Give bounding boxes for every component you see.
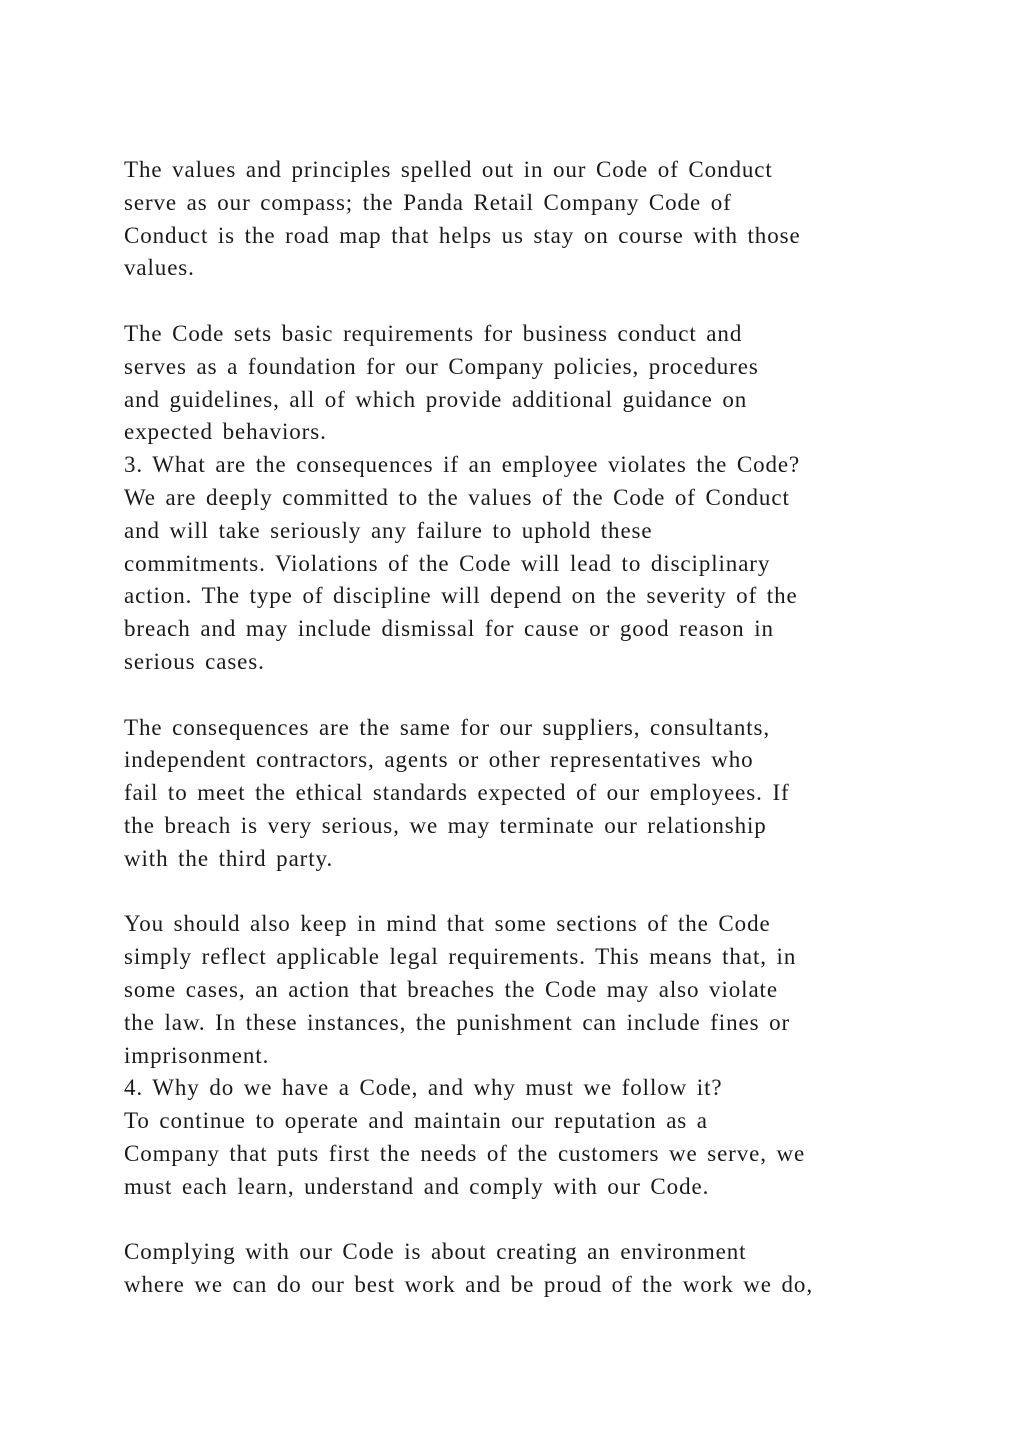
text-line: values.: [124, 255, 195, 281]
text-line: must each learn, understand and comply with our Code.: [124, 1173, 710, 1199]
text-line: 4. Why do we have a Code, and why must we follow it?: [124, 1075, 723, 1101]
text-line: serve as our compass; the Panda Retail Company Code of: [124, 189, 732, 215]
text-line: action. The type of discipline will depend on the severity of the: [124, 583, 798, 609]
question-heading: [124, 1072, 914, 1105]
text-line: with the third party.: [124, 845, 334, 871]
paragraph: [124, 1236, 914, 1302]
text-line: The consequences are the same for our suppliers, consultants,: [124, 714, 771, 740]
text-line: some cases, an action that breaches the Code may also violate: [124, 976, 778, 1002]
text-line: Company that puts first the needs of the customers we serve, we: [124, 1140, 806, 1166]
text-line: We are deeply committed to the values of the Code of Conduct: [124, 484, 790, 510]
document-page: [124, 154, 914, 1302]
text-line: breach and may include dismissal for cause or good reason in: [124, 616, 774, 642]
text-line: the law. In these instances, the punishment can include fines or: [124, 1009, 791, 1035]
text-line: serious cases.: [124, 648, 265, 674]
paragraph: [124, 1105, 914, 1203]
text-line: 3. What are the consequences if an employee violates the Code?: [124, 452, 801, 478]
text-line: the breach is very serious, we may terminate our relationship: [124, 812, 767, 838]
text-line: Complying with our Code is about creating an environment: [124, 1239, 747, 1265]
paragraph-spacer: [124, 679, 914, 712]
text-line: and guidelines, all of which provide additional guidance on: [124, 386, 748, 412]
text-line: where we can do our best work and be proud of the work we do,: [124, 1272, 813, 1298]
paragraph-spacer: [124, 876, 914, 909]
text-line: Conduct is the road map that helps us stay on course with those: [124, 222, 801, 248]
text-line: The values and principles spelled out in our Code of Conduct: [124, 157, 773, 182]
text-line: To continue to operate and maintain our reputation as a: [124, 1108, 708, 1134]
text-line: The Code sets basic requirements for business conduct and: [124, 320, 743, 346]
paragraph: [124, 482, 914, 679]
text-line: and will take seriously any failure to uphold these: [124, 517, 653, 543]
paragraph: [124, 318, 914, 449]
text-line: independent contractors, agents or other representatives who: [124, 747, 754, 773]
text-line: expected behaviors.: [124, 419, 327, 445]
paragraph: [124, 154, 914, 285]
text-line: imprisonment.: [124, 1042, 270, 1068]
paragraph: [124, 712, 914, 876]
paragraph-spacer: [124, 285, 914, 318]
paragraph: [124, 908, 914, 1072]
text-line: fail to meet the ethical standards expected of our employees. If: [124, 780, 790, 806]
text-line: simply reflect applicable legal requirements. This means that, in: [124, 944, 797, 970]
paragraph-spacer: [124, 1204, 914, 1237]
text-line: commitments. Violations of the Code will lead to disciplinary: [124, 550, 771, 576]
text-line: You should also keep in mind that some sections of the Code: [124, 911, 771, 937]
question-heading: [124, 449, 914, 482]
text-line: serves as a foundation for our Company policies, procedures: [124, 353, 759, 379]
